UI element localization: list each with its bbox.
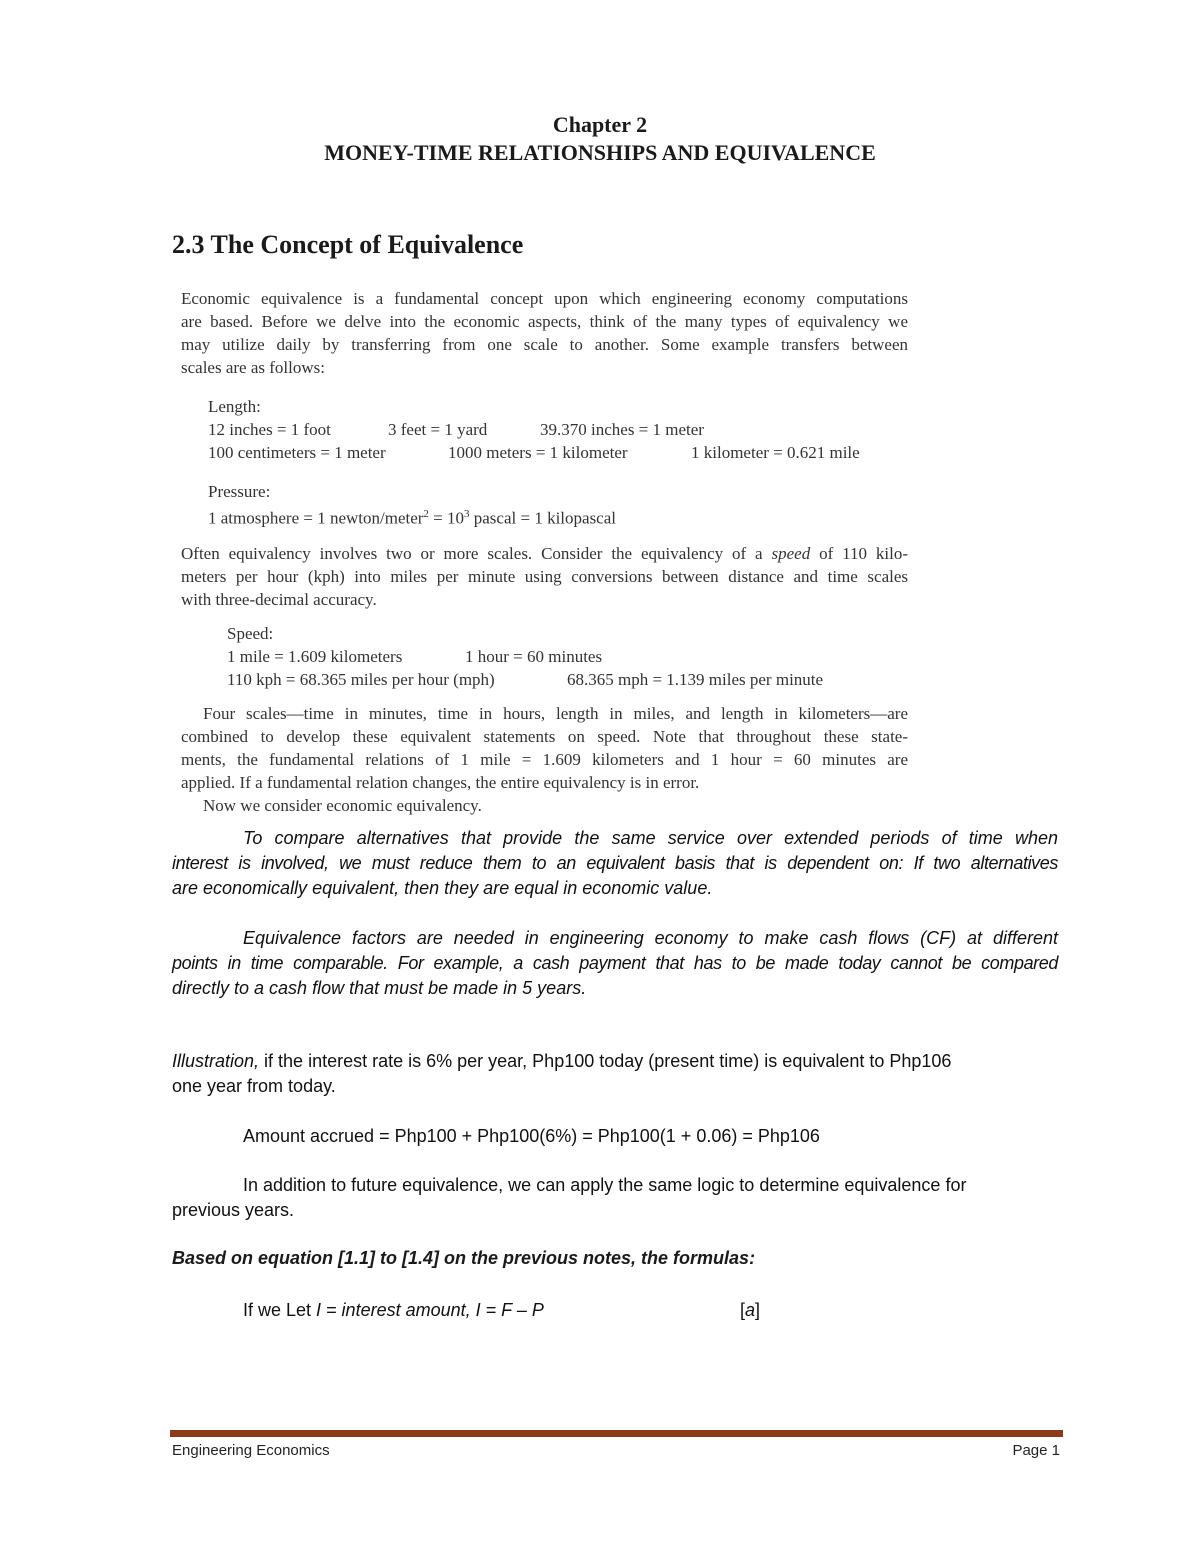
formula-expression: I = interest amount, I = F – P <box>316 1300 544 1320</box>
formula-label <box>740 1298 760 1323</box>
pressure-exponent: 3 <box>464 508 470 520</box>
four-scales-line: ments, the fundamental relations of 1 mile = 1.609 kilometers and 1 hour = 60 minutes are <box>181 750 908 769</box>
intro-line: Economic equivalence is a fundamental concept upon which engineering economy computations <box>181 289 908 308</box>
factors-line: points in time comparable. For example, a cash payment that has to be made today cannot be compared <box>172 953 1058 973</box>
length-conversion: 39.370 inches = 1 meter <box>540 420 704 439</box>
speed-intro-paragraph <box>181 542 908 611</box>
speed-conversion: 68.365 mph = 1.139 miles per minute <box>567 670 824 689</box>
length-conversion: 100 centimeters = 1 meter <box>208 443 386 462</box>
compare-line: interest is involved, we must reduce them to an equivalent basis that is dependent on: If two alternatives <box>172 853 1058 873</box>
four-scales-paragraph <box>181 702 908 817</box>
section-heading: 2.3 The Concept of Equivalence <box>172 230 524 259</box>
chapter-title: MONEY-TIME RELATIONSHIPS AND EQUIVALENCE <box>324 140 876 165</box>
speed-conversion: 1 hour = 60 minutes <box>465 647 603 666</box>
speed-intro-line <box>181 542 908 565</box>
speed-intro-line: meters per hour (kph) into miles per minute using conversions between distance and time scales <box>181 567 908 586</box>
length-conversion: 1000 meters = 1 kilometer <box>448 443 628 462</box>
formulas-heading: Based on equation [1.1] to [1.4] on the previous notes, the formulas: <box>172 1248 756 1268</box>
intro-line: scales are as follows: <box>181 358 325 377</box>
pressure-text: 1 atmosphere = 1 newton/meter <box>208 508 424 528</box>
factors-line: directly to a cash flow that must be made in 5 years. <box>172 978 587 998</box>
illustration-text: if the interest rate is 6% per year, Php100 today (present time) is equivalent to Php106 <box>259 1051 952 1071</box>
compare-paragraph <box>172 826 1058 901</box>
factors-paragraph <box>172 926 1058 1001</box>
four-scales-line: combined to develop these equivalent statements on speed. Note that throughout these state- <box>181 727 908 746</box>
formula-label-bracket: ] <box>755 1300 761 1320</box>
speed-label: Speed: <box>227 624 274 643</box>
pressure-label: Pressure: <box>208 482 271 501</box>
footer-rule <box>170 1430 1063 1437</box>
length-row <box>208 418 908 441</box>
formula-label-var: a <box>745 1300 756 1320</box>
footer-title: Engineering Economics <box>172 1442 330 1459</box>
page-number: Page 1 <box>1012 1442 1060 1459</box>
amount-equation: Amount accrued = Php100 + Php100(6%) = Php100(1 + 0.06) = Php106 <box>243 1126 820 1146</box>
formula-a <box>243 1298 783 1323</box>
length-label: Length: <box>208 397 261 416</box>
length-block <box>208 395 908 464</box>
four-scales-next: Now we consider economic equivalency. <box>203 796 482 815</box>
length-row <box>208 441 908 464</box>
speed-conversion: 1 mile = 1.609 kilometers <box>227 647 403 666</box>
speed-emphasis: speed <box>771 544 811 563</box>
intro-line: may utilize daily by transferring from one scale to another. Some example transfers between <box>181 335 908 354</box>
length-conversion: 12 inches = 1 foot <box>208 420 331 439</box>
pressure-exponent: 2 <box>423 508 429 520</box>
compare-line: are economically equivalent, then they are equal in economic value. <box>172 878 713 898</box>
illustration-paragraph <box>172 1049 1052 1099</box>
four-scales-line: Four scales—time in minutes, time in hours, length in miles, and length in kilometers—are <box>203 704 908 723</box>
intro-line: are based. Before we delve into the economic aspects, think of the many types of equivalency we <box>181 312 908 331</box>
speed-block <box>227 622 907 691</box>
factors-line: Equivalence factors are needed in engineering economy to make cash flows (CF) at different <box>243 928 1058 948</box>
speed-intro-line: with three-decimal accuracy. <box>181 590 377 609</box>
speed-intro-text: of 110 kilo- <box>810 544 908 563</box>
addition-paragraph <box>172 1173 1052 1223</box>
compare-line: To compare alternatives that provide the same service over extended periods of time when <box>243 828 1058 848</box>
formula-label-bracket: [ <box>740 1300 746 1320</box>
length-conversion: 3 feet = 1 yard <box>388 420 488 439</box>
speed-conversion: 110 kph = 68.365 miles per hour (mph) <box>227 670 495 689</box>
pressure-block <box>208 480 908 530</box>
pressure-text: pascal = 1 kilopascal <box>469 508 616 528</box>
pressure-equation <box>208 503 908 530</box>
addition-line: previous years. <box>172 1200 295 1220</box>
chapter-label: Chapter 2 <box>552 112 648 137</box>
addition-line: In addition to future equivalence, we can apply the same logic to determine equivalence for <box>243 1175 967 1195</box>
illustration-line: one year from today. <box>172 1076 336 1096</box>
formula-lead: If we Let <box>243 1300 317 1320</box>
pressure-text: = 10 <box>428 508 465 528</box>
speed-row <box>227 645 907 668</box>
speed-intro-text: Often equivalency involves two or more scales. Consider the equivalency of a <box>181 544 772 563</box>
illustration-line <box>172 1049 1052 1074</box>
speed-row <box>227 668 907 691</box>
length-conversion: 1 kilometer = 0.621 mile <box>691 443 860 462</box>
intro-paragraph <box>181 287 908 379</box>
four-scales-line: applied. If a fundamental relation changes, the entire equivalency is in error. <box>181 773 700 792</box>
illustration-lead: Illustration, <box>172 1051 260 1071</box>
